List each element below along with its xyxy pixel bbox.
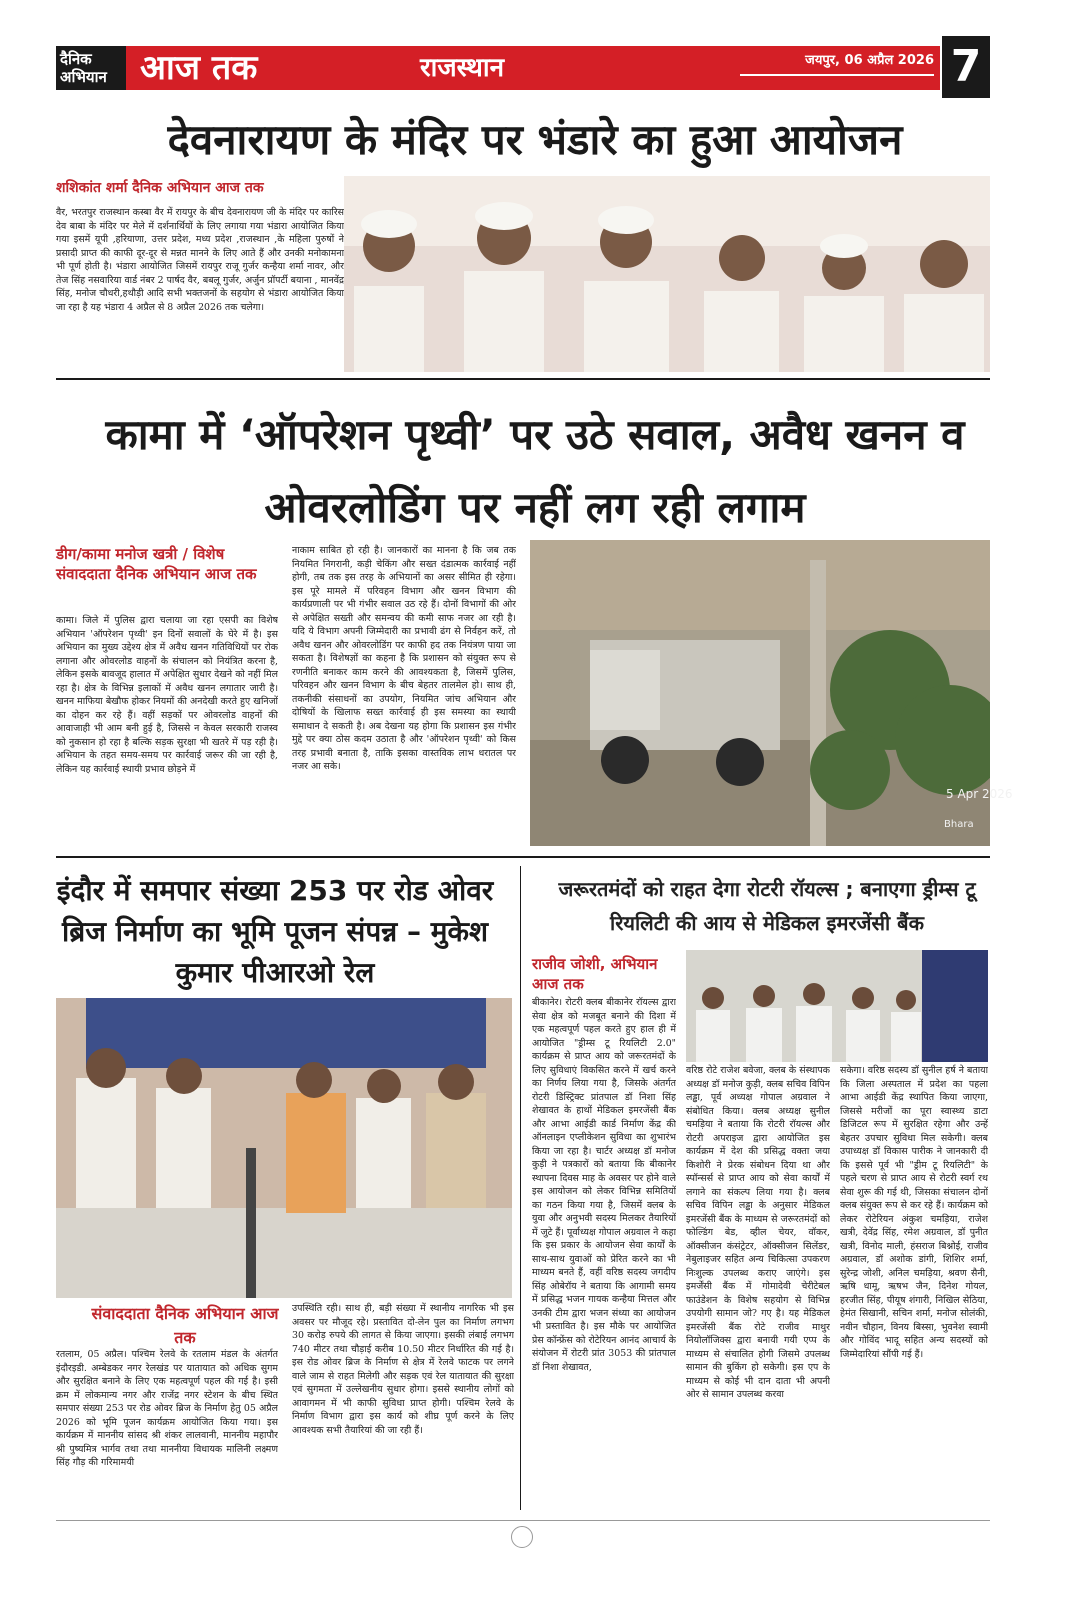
dumper-truck-photo-graphic: [530, 540, 990, 846]
article4-headline: जरूरतमंदों को राहत देगा रोटरी रॉयल्स ; बनाएगा ड्रीम्स टू रियलिटी की आय से मेडिकल इमरजेंसी बैंक: [558, 877, 976, 935]
article1-body: वैर, भरतपुर राजस्थान कस्बा वैर में रायपुर के बीच देवनारायण जी के मंदिर पर कारिस देव बाबा के मंदिर पर मेले में दर्शनार्थियों के लिए लगाया गया भंडारा आयोजित किया गया इसमें यूपी ,हरियाणा, उत्तर प्रदेश, मध्य प्रदेश ,राजस्थान ,के महिला पुरुषों ने प्रसादी प्राप्त की काफी दूर-दूर से मन्नत मानने के लिए आते हैं और उनकी मनोकामना भी पूर्ण होती है। भंडारा आयोजित जिसमें रायपुर राजू गुर्जर कन्हैया शर्मा नावर, और तेज सिंह नसवारिया वार्ड नंबर 2 पार्षद वैर, बबलू गुर्जर, अर्जुन प्रॉपर्टी बयाना , मानवेंद्र सिंह, मनोज चौधरी,हथौड़ी आदि सभी भक्तजनों के सहयोग से भंडारा आयोजित किया जा रहा है यह भंडारा 4 अप्रैल से 8 अप्रैल 2026 तक चलेगा।: [56, 207, 344, 313]
section-divider-1: [56, 378, 990, 380]
article2-headline: कामा में ‘ऑपरेशन पृथ्वी’ पर उठे सवाल, अवैध खनन व ओवरलोडिंग पर नहीं लग रही लगाम: [105, 410, 965, 532]
dateline: जयपुर, 06 अप्रैल 2026: [805, 53, 934, 68]
article1-byline: शशिकांत शर्मा दैनिक अभियान आज तक: [56, 180, 264, 196]
article3-body-column-1: रतलाम, 05 अप्रैल। पश्चिम रेलवे के रतलाम मंडल के अंतर्गत इंदौरइडी. अम्बेडकर नगर रेलखंड पर यातायात को अधिक सुगम और सुरक्षित बनाने के लिए एक महत्वपूर्ण पहल की गई है। इसी क्रम में लोकमान्य नगर और राजेंद्र नगर स्टेशन के बीच स्थित समपार संख्या 253 पर रोड ओवर ब्रिज के निर्माण हेतु 05 अप्रैल 2026 को भूमि पूजन कार्यक्रम आयोजित किया गया। इस कार्यक्रम में माननीय सांसद श्री शंकर लालवानी, माननीय महापौर श्री पुष्यमित्र भार्गव तथा तथा माननीया विधायक मालिनी लक्ष्मण सिंह गौड़ की गरिमामयी: [56, 1349, 278, 1468]
article1-photo: [344, 176, 990, 372]
article2-photo: [530, 540, 990, 846]
section-name: राजस्थान: [420, 53, 505, 83]
rotary-club-members-photo-graphic: [686, 950, 988, 1062]
brand-logo-box: [56, 46, 126, 90]
article4-byline: राजीव जोशी, अभियान आज तक: [532, 955, 658, 993]
article3-byline: संवाददाता दैनिक अभियान आज तक: [91, 1304, 279, 1347]
article2-body-column-1: कामा। जिले में पुलिस द्वारा चलाया जा रहा एसपी का विशेष अभियान 'ऑपरेशन पृथ्वी' इन दिनों सवालों के घेरे में है। इस अभियान का मुख्य उद्देश्य क्षेत्र में अवैध खनन गतिविधियों पर रोक लगाना और ओवरलोड वाहनों के संचालन को नियंत्रित करना है, लेकिन इसके बावजूद हालात में अपेक्षित सुधार देखने को नहीं मिल रहा है। क्षेत्र के विभिन्न इलाकों में अवैध खनन लगातार जारी है। खनन माफिया बेखौफ होकर नियमों की अनदेखी करते हुए खनिजों का दोहन कर रहे हैं। वहीं सड़कों पर ओवरलोड वाहनों की आवाजाही भी आम बनी हुई है, जिससे न केवल सरकारी राजस्व को नुकसान हो रहा है बल्कि सड़क सुरक्षा भी खतरे में पड़ रही है। अभियान के तहत समय-समय पर कार्रवाई जरूर की जा रही है, लेकिन यह कार्रवाई स्थायी प्रभाव छोड़ने में: [56, 615, 278, 775]
page-number: 7: [942, 36, 990, 98]
article3-photo: [56, 998, 512, 1298]
dateline-rule: [740, 74, 934, 76]
brand-line-2: अभियान: [60, 68, 107, 86]
bottom-rule: [56, 1520, 990, 1521]
brand-name: आज तक: [140, 48, 258, 88]
section-divider-2: [56, 856, 990, 858]
article4-photo: [686, 950, 988, 1062]
article3-headline: इंदौर में समपार संख्या 253 पर रोड ओवर ब्रिज निर्माण का भूमि पूजन संपन्न – मुकेश कुमार पीआरओ रेल: [56, 874, 494, 989]
article4-body-column-1: बीकानेर। रोटरी क्लब बीकानेर रॉयल्स द्वारा सेवा क्षेत्र को मजबूत बनाने की दिशा में एक महत्वपूर्ण पहल करते हुए हाल ही में आयोजित "ड्रीम्स टू रियलिटी 2.0" कार्यक्रम से प्राप्त आय को जरूरतमंदों के लिए सुविधाएं विकसित करने में खर्च करने का निर्णय लिया गया है, जिसके अंतर्गत रोटरी डिस्ट्रिक्ट प्रांतपाल डॉ निशा सिंह शेखावत के हाथों मेडिकल इमरजेंसी बैंक और आभा आईडी कार्ड निर्माण केंद्र की ऑनलाइन एप्लीकेशन सुविधा का शुभारंभ किया जा रहा है। चार्टर अध्यक्ष डॉ मनोज कुड़ी ने पत्रकारों को बताया कि बीकानेर स्थापना दिवस माह के अवसर पर होने वाले इस आयोजन को लेकर विभिन्न समितियों का गठन किया गया है, जिसमें क्लब के युवा और अनुभवी सदस्य मिलकर तैयारियों में जुटे हैं। पूर्वाध्यक्ष गोपाल अग्रवाल ने कहा कि इस प्रकार के आयोजन सेवा कार्यों के साथ-साथ युवाओं को प्रेरित करने का भी माध्यम बनते हैं, वहीं वरिष्ठ सदस्य जगदीप सिंह ओबेरॉय ने बताया कि आगामी समय में प्रसिद्ध भजन गायक कन्हैया मित्तल और उनकी टीम द्वारा भजन संध्या का आयोजन भी प्रस्तावित है। इस मौके पर आयोजित प्रेस कॉन्फ्रेंस को रोटेरियन आनंद आचार्य के संयोजन में रोटरी प्रांत 3053 की प्रांतपाल डॉ निशा शेखावत,: [532, 997, 676, 1373]
group-of-men-photo-graphic: [344, 176, 990, 372]
column-divider: [520, 866, 521, 1510]
photo-credit: Bhara: [944, 819, 974, 830]
bhoomi-pujan-photo-graphic: [56, 998, 512, 1298]
brand-line-1: दैनिक: [60, 50, 92, 68]
crop-mark-icon: [511, 1526, 533, 1548]
article3-body-column-2: उपस्थिति रही। साथ ही, बड़ी संख्या में स्थानीय नागरिक भी इस अवसर पर मौजूद रहे। प्रस्तावित दो-लेन पुल का निर्माण लगभग 30 करोड़ रुपये की लागत से किया जाएगा। इसकी लंबाई लगभग 740 मीटर तथा चौड़ाई करीब 10.50 मीटर निर्धारित की गई है। इस रोड ओवर ब्रिज के निर्माण से क्षेत्र में रेलवे फाटक पर लगने वाले जाम से राहत मिलेगी और सड़क एवं रेल यातायात की सुरक्षा एवं सुगमता में उल्लेखनीय सुधार होगा। इससे स्थानीय लोगों को आवागमन में भी काफी सुविधा प्राप्त होगी। पश्चिम रेलवे के निर्माण विभाग द्वारा इस कार्य को शीघ्र पूर्ण करने के लिए आवश्यक सभी तैयारियां की जा रही हैं।: [292, 1303, 514, 1436]
article2-byline: डीग/कामा मनोज खत्री / विशेष संवाददाता दैनिक अभियान आज तक: [56, 545, 257, 583]
article1-headline: देवनारायण के मंदिर पर भंडारे का हुआ आयोजन: [167, 115, 903, 164]
article4-body-column-3: सकेगा। वरिष्ठ सदस्य डॉ सुनील हर्ष ने बताया कि जिला अस्पताल में प्रदेश का पहला आभा आईडी केंद्र स्थापित किया जाएगा, जिससे मरीजों का पूरा स्वास्थ्य डाटा डिजिटल रूप में सुरक्षित रहेगा और उन्हें बेहतर उपचार सुविधा मिल सकेगी। क्लब उपाध्यक्ष डॉ विकास पारीक ने जानकारी दी कि इससे पूर्व भी "ड्रीम टू रियलिटी" के पहले चरण से प्राप्त आय से रोटरी स्वर्ग रथ सेवा शुरू की गई थी, जिसका संचालन दोनों क्लब संयुक्त रूप से कर रहे हैं। कार्यक्रम को लेकर रोटेरियन अंकुश चमड़िया, राजेश खत्री, देवेंद्र सिंह, रमेश अग्रवाल, डॉ पुनीत खत्री, विनोद माली, हंसराज बिश्नोई, राजीव अग्रवाल, डॉ अशोक डांगी, शिशिर शर्मा, सुरेन्द्र जोशी, अनिल चमड़िया, श्रवण सैनी, ऋषि धामू, ऋषभ जैन, दिनेश गोयल, हरजीत सिंह, पीयूष शंगारी, निखिल सेठिया, हेमंत सिखानी, सचिन शर्मा, मनोज सोलंकी, नवीन चौहान, विनय बिस्सा, भुवनेश स्वामी और गोविंद भादू सहित अन्य सदस्यों को जिम्मेदारियां सौंपी गई हैं।: [840, 1065, 988, 1360]
photo-date-stamp: 5 Apr 2026: [946, 787, 1013, 801]
article2-body-column-2: नाकाम साबित हो रही है। जानकारों का मानना है कि जब तक नियमित निगरानी, कड़ी चेकिंग और सख्त दंडात्मक कार्रवाई नहीं होगी, तब तक इस तरह के अभियानों का असर सीमित ही रहेगा। इस पूरे मामले में परिवहन विभाग और खनन विभाग की कार्यप्रणाली पर भी गंभीर सवाल उठ रहे हैं। दोनों विभागों की ओर से अपेक्षित सख्ती और समन्वय की कमी साफ नजर आ रही है। यदि ये विभाग अपनी जिम्मेदारी का प्रभावी ढंग से निर्वहन करें, तो अवैध खनन और ओवरलोडिंग पर काफी हद तक नियंत्रण पाया जा सकता है। विशेषज्ञों का कहना है कि प्रशासन को संयुक्त रूप से रणनीति बनाकर काम करने की आवश्यकता है, जिसमें पुलिस, परिवहन और खनन विभाग के बीच बेहतर तालमेल हो। साथ ही, तकनीकी संसाधनों का उपयोग, नियमित जांच अभियान और दोषियों के खिलाफ सख्त कार्रवाई ही इस समस्या का स्थायी समाधान दे सकती है। अब देखना यह होगा कि प्रशासन इस गंभीर मुद्दे पर क्या ठोस कदम उठाता है और 'ऑपरेशन पृथ्वी' को किस तरह प्रभावी बनाता है, ताकि इसका वास्तविक लाभ धरातल पर नजर आ सके।: [292, 545, 516, 772]
article4-body-column-2: वरिष्ठ रोटे राजेश बवेजा, क्लब के संस्थापक अध्यक्ष डॉ मनोज कुड़ी, क्लब सचिव विपिन लड्ढा, पूर्व अध्यक्ष गोपाल अग्रवाल ने संबोधित किया। क्लब अध्यक्ष सुनील चमड़िया ने बताया कि रोटरी रॉयल्स और रोटरी अपराइज द्वारा आयोजित इस कार्यक्रम में देश की प्रसिद्ध वक्ता जया किशोरी ने प्रेरक संबोधन दिया था और स्पॉन्सर्स से प्राप्त आय को सेवा कार्यों में लगाने का संकल्प लिया गया है। क्लब सचिव विपिन लड्ढा के अनुसार मेडिकल इमरजेंसी बैंक के माध्यम से जरूरतमंदों को फोल्डिंग बेड, व्हील चेयर, वॉकर, ऑक्सीजन कंसंट्रेटर, ऑक्सीजन सिलेंडर, नेबुलाइजर सहित अन्य चिकित्सा उपकरण निःशुल्क उपलब्ध कराए जाएंगे। इस इमर्जेंसी बैंक में गोमादेवी चेरीटेबल फाउंडेशन के विशेष सहयोग से विभिन्न उपयोगी सामान जो? गए है। यह मेडिकल इमरजेंसी बैंक रोटे राजीव माथुर नियोलॉजिक्स द्वारा बनायी गयी एप्प के माध्यम से संचालित होगी जिसमे उपलब्ध सामान की बुकिंग हो सकेगी। इस एप के माध्यम से कोई भी दान दाता भी अपनी ओर से सामान उपलब्ध करवा: [686, 1065, 830, 1400]
